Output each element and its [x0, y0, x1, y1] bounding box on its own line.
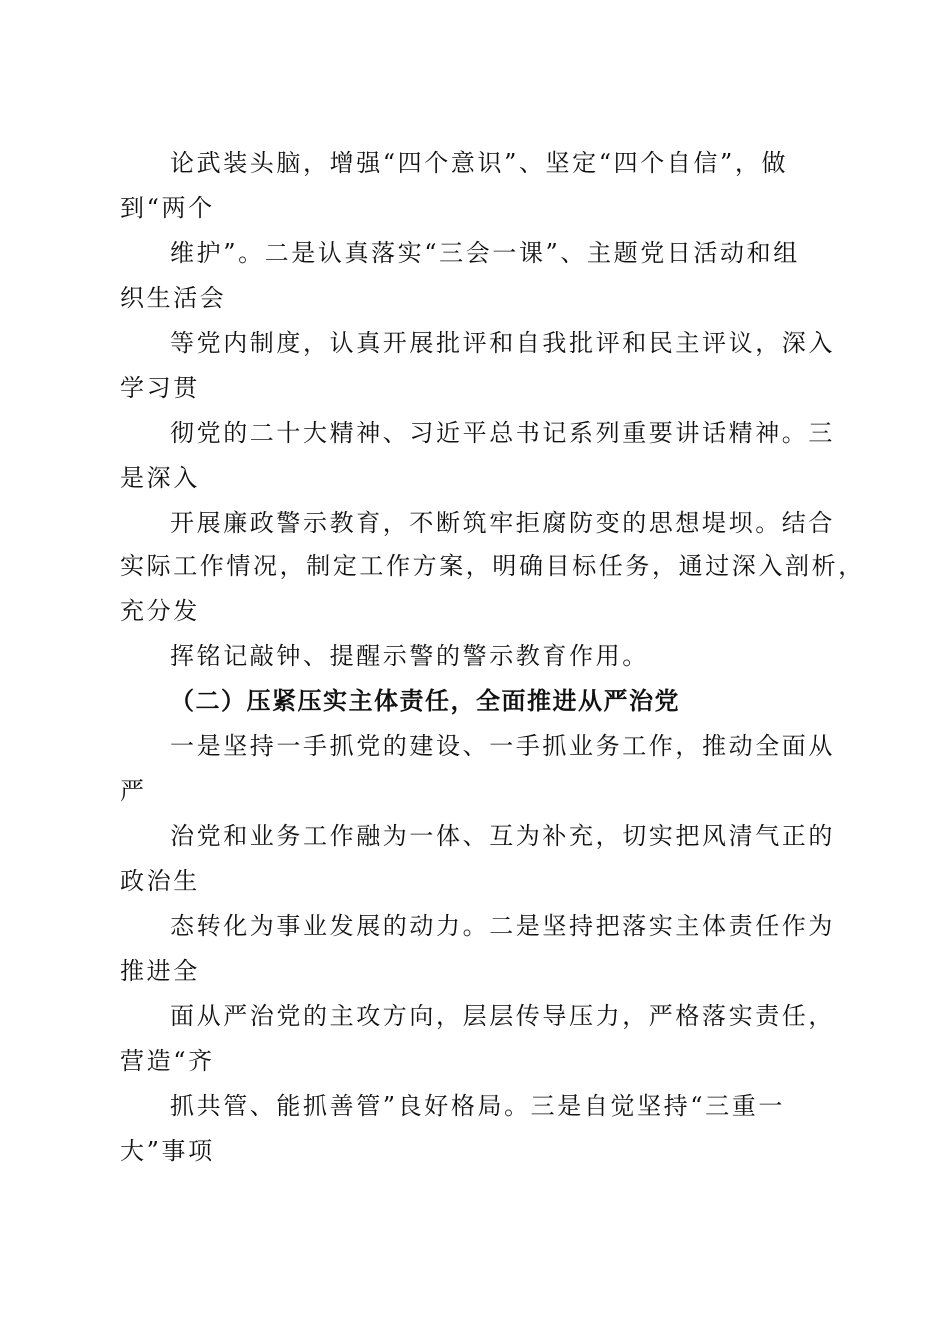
text-line: 大”事项 [120, 1137, 215, 1165]
text-line: 推进全 [120, 957, 200, 985]
text-line: 实际工作情况，制定工作方案，明确目标任务，通过深入剖析， [120, 552, 865, 580]
text-line: 态转化为事业发展的动力。二是坚持把落实主体责任作为 [170, 912, 835, 940]
text-line: 一是坚持一手抓党的建设、一手抓业务工作，推动全面从 [170, 732, 835, 760]
text-line: 是深入 [120, 464, 200, 492]
text-line: 学习贯 [120, 374, 200, 402]
text-line: 挥铭记敲钟、提醒示警的警示教育作用。 [170, 642, 649, 670]
section-heading: （二）压紧压实主体责任，全面推进从严治党 [170, 686, 680, 715]
text-line: 政治生 [120, 867, 200, 895]
text-line: 等党内制度，认真开展批评和自我批评和民主评议，深入 [170, 329, 835, 357]
text-line: 治党和业务工作融为一体、互为补充，切实把风清气正的 [170, 822, 835, 850]
text-line: 严 [120, 777, 147, 805]
text-line: 抓共管、能抓善管”良好格局。三是自觉坚持“三重一 [170, 1092, 785, 1120]
text-line: 充分发 [120, 597, 200, 625]
text-line: 彻党的二十大精神、习近平总书记系列重要讲话精神。三 [170, 419, 835, 447]
text-line: 维护”。二是认真落实“三会一课”、主题党日活动和组 [170, 239, 800, 267]
text-line: 织生活会 [120, 284, 227, 312]
text-line: 到“两个 [120, 194, 215, 222]
text-line: 论武装头脑，增强“四个意识”、坚定“四个自信”，做 [170, 149, 789, 177]
text-line: 开展廉政警示教育，不断筑牢拒腐防变的思想堤坝。结合 [170, 509, 835, 537]
text-line: 营造“齐 [120, 1047, 215, 1075]
text-line: 面从严治党的主攻方向，层层传导压力，严格落实责任， [170, 1002, 835, 1030]
